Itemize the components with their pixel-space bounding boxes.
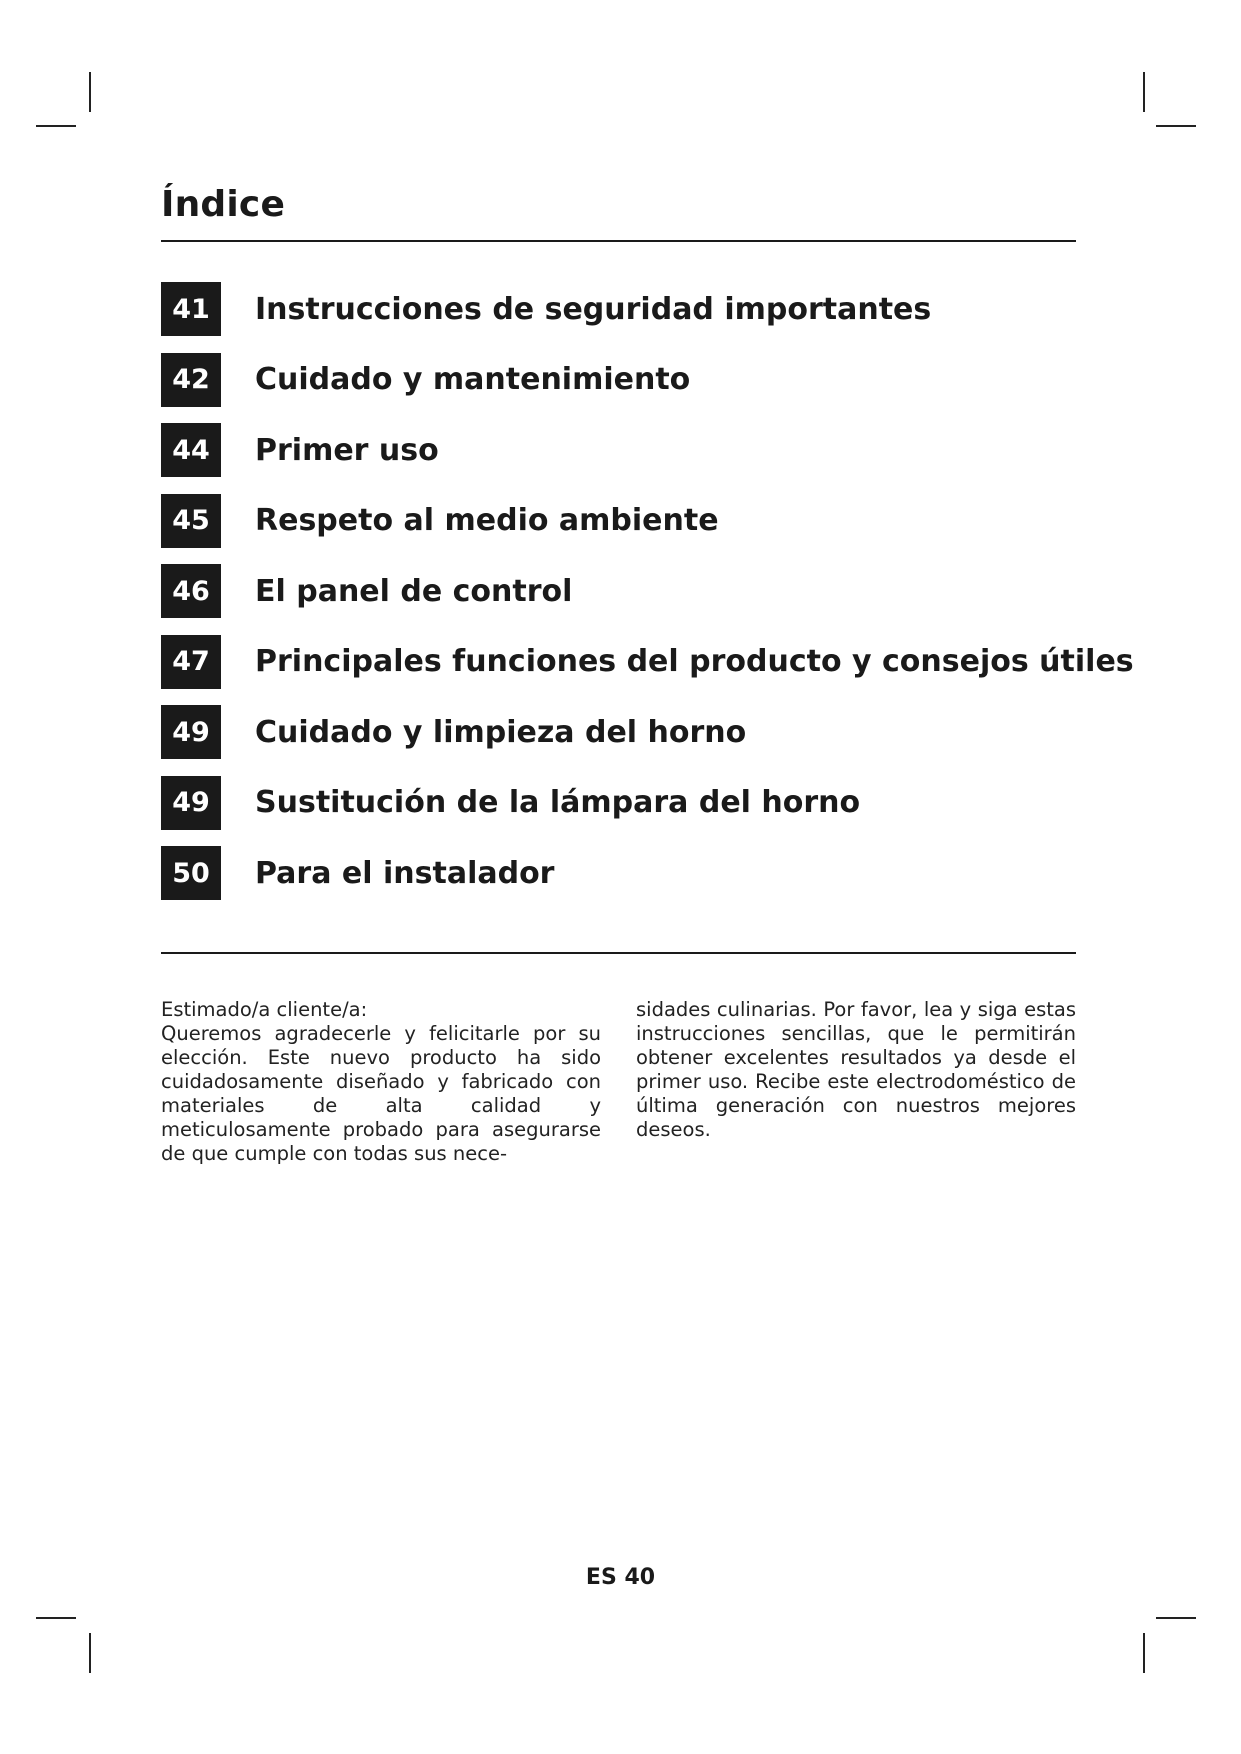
toc-label: Para el instalador bbox=[255, 855, 555, 891]
crop-mark-top-left-horizontal bbox=[36, 125, 76, 127]
toc-label: Instrucciones de seguridad importantes bbox=[255, 291, 932, 327]
toc-page-number: 42 bbox=[161, 353, 221, 407]
toc-page-number: 41 bbox=[161, 282, 221, 336]
intro-text bbox=[161, 998, 1076, 1166]
title-divider bbox=[161, 240, 1076, 242]
toc-item[interactable] bbox=[161, 282, 1076, 336]
toc-item[interactable] bbox=[161, 776, 1076, 830]
toc-label: Primer uso bbox=[255, 432, 439, 468]
toc-page-number: 45 bbox=[161, 494, 221, 548]
toc-item[interactable] bbox=[161, 635, 1134, 689]
crop-mark-top-left-vertical bbox=[89, 72, 91, 112]
toc-item[interactable] bbox=[161, 705, 1076, 759]
toc-label: Respeto al medio ambiente bbox=[255, 503, 719, 538]
page-number: ES 40 bbox=[585, 1565, 656, 1590]
toc-item[interactable] bbox=[161, 423, 1076, 477]
crop-mark-top-right-vertical bbox=[1143, 72, 1145, 112]
crop-mark-bottom-left-vertical bbox=[89, 1633, 91, 1673]
toc-label: Cuidado y mantenimiento bbox=[255, 362, 691, 397]
toc-label: Sustitución de la lámpara del horno bbox=[255, 785, 861, 820]
page-title: Índice bbox=[161, 184, 286, 225]
intro-column-left bbox=[161, 1022, 601, 1166]
toc-item[interactable] bbox=[161, 494, 1076, 548]
crop-mark-top-right-horizontal bbox=[1156, 125, 1196, 127]
intro-greeting: Estimado/a cliente/a: bbox=[161, 998, 368, 1021]
toc-page-number: 50 bbox=[161, 846, 221, 900]
crop-mark-bottom-left-horizontal bbox=[36, 1617, 76, 1619]
toc-page-number: 49 bbox=[161, 705, 221, 759]
toc-item[interactable] bbox=[161, 564, 1076, 618]
intro-column-right bbox=[636, 998, 1076, 1166]
crop-mark-bottom-right-vertical bbox=[1143, 1633, 1145, 1673]
crop-mark-bottom-right-horizontal bbox=[1156, 1617, 1196, 1619]
intro-paragraph-1: Queremos agradecerle y felicitarle por su elección. Este nuevo producto ha sido cuidadosamente diseñado y fabricado con materiales de alta calidad y meticulosamente probado para asegurarse de que cumple con todas sus nece- bbox=[161, 1022, 601, 1165]
toc-page-number: 47 bbox=[161, 635, 221, 689]
toc-item[interactable] bbox=[161, 846, 1076, 900]
toc-label: Principales funciones del producto y consejos útiles bbox=[255, 644, 1134, 679]
table-of-contents bbox=[161, 282, 1134, 917]
toc-page-number: 49 bbox=[161, 776, 221, 830]
toc-item[interactable] bbox=[161, 353, 1076, 407]
toc-page-number: 44 bbox=[161, 423, 221, 477]
toc-bottom-divider bbox=[161, 952, 1076, 954]
toc-label: Cuidado y limpieza del horno bbox=[255, 714, 747, 750]
toc-page-number: 46 bbox=[161, 564, 221, 618]
toc-label: El panel de control bbox=[255, 573, 573, 609]
intro-paragraph-2: sidades culinarias. Por favor, lea y siga estas instrucciones sencillas, que le permitirán obtener excelentes resultados ya desde el primer uso. Recibe este electrodoméstico de última generación con nuestros mejores deseos. bbox=[636, 998, 1076, 1141]
